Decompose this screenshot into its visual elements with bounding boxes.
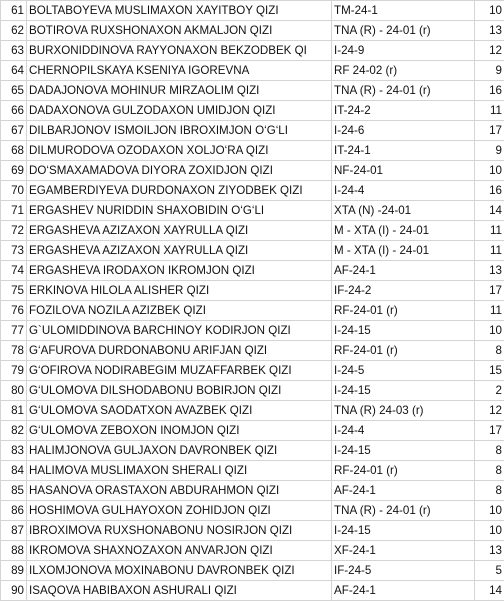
- score-cell[interactable]: 16: [475, 81, 504, 101]
- student-name-cell[interactable]: BOLTABOYEVA MUSLIMAXON XAYITBOY QIZI: [27, 1, 332, 21]
- row-number-cell[interactable]: 65: [1, 81, 27, 101]
- table-row: [1, 561, 504, 581]
- student-name-cell[interactable]: ILXOMJONOVA MOXINABONU DAVRONBEK QIZI: [27, 561, 332, 581]
- table-row: [1, 1, 504, 21]
- score-cell[interactable]: 10: [475, 521, 504, 541]
- score-cell[interactable]: 13: [475, 261, 504, 281]
- group-cell[interactable]: AF-24-1: [332, 581, 475, 601]
- row-number-cell[interactable]: 73: [1, 241, 27, 261]
- group-cell[interactable]: IF-24-5: [332, 561, 475, 581]
- row-number-cell[interactable]: 74: [1, 261, 27, 281]
- table-row: [1, 381, 504, 401]
- score-cell[interactable]: 17: [475, 121, 504, 141]
- group-cell[interactable]: I-24-4: [332, 421, 475, 441]
- score-cell[interactable]: 11: [475, 221, 504, 241]
- row-number-cell[interactable]: 84: [1, 461, 27, 481]
- score-cell[interactable]: 13: [475, 21, 504, 41]
- group-cell[interactable]: AF-24-1: [332, 481, 475, 501]
- row-number-cell[interactable]: 81: [1, 401, 27, 421]
- row-number-cell[interactable]: 68: [1, 141, 27, 161]
- table-row: [1, 201, 504, 221]
- student-name-cell[interactable]: DILMURODOVA OZODAXON XOLJO‘RA QIZI: [27, 141, 332, 161]
- table-row: [1, 501, 504, 521]
- table-row: [1, 141, 504, 161]
- group-cell[interactable]: TM-24-1: [332, 1, 475, 21]
- group-cell[interactable]: AF-24-1: [332, 261, 475, 281]
- row-number-cell[interactable]: 71: [1, 201, 27, 221]
- row-number-cell[interactable]: 64: [1, 61, 27, 81]
- table-row: [1, 61, 504, 81]
- score-cell[interactable]: 5: [475, 561, 504, 581]
- student-name-cell[interactable]: BOTIROVA RUXSHONAXON AKMALJON QIZI: [27, 21, 332, 41]
- group-cell[interactable]: XF-24-1: [332, 541, 475, 561]
- table-row: [1, 121, 504, 141]
- score-cell[interactable]: 8: [475, 441, 504, 461]
- student-name-cell[interactable]: DADAJONOVA MOHINUR MIRZAOLIM QIZI: [27, 81, 332, 101]
- student-name-cell[interactable]: ERGASHEVA AZIZAXON XAYRULLA QIZI: [27, 221, 332, 241]
- group-cell[interactable]: RF-24-01 (r): [332, 461, 475, 481]
- row-number-cell[interactable]: 85: [1, 481, 27, 501]
- score-cell[interactable]: 13: [475, 541, 504, 561]
- student-name-cell[interactable]: G‘ULOMOVA DILSHODABONU BOBIRJON QIZI: [27, 381, 332, 401]
- student-name-cell[interactable]: ISAQOVA HABIBAXON ASHURALI QIZI: [27, 581, 332, 601]
- student-name-cell[interactable]: HALIMJONOVA GULJAXON DAVRONBEK QIZI: [27, 441, 332, 461]
- table-row: [1, 81, 504, 101]
- group-cell[interactable]: I-24-15: [332, 521, 475, 541]
- group-cell[interactable]: IT-24-2: [332, 101, 475, 121]
- student-name-cell[interactable]: G‘ULOMOVA SAODATXON AVAZBEK QIZI: [27, 401, 332, 421]
- score-cell[interactable]: 14: [475, 581, 504, 601]
- table-row: [1, 521, 504, 541]
- group-cell[interactable]: RF-24-01 (r): [332, 301, 475, 321]
- score-cell[interactable]: 11: [475, 301, 504, 321]
- table-row: [1, 281, 504, 301]
- group-cell[interactable]: I-24-6: [332, 121, 475, 141]
- score-cell[interactable]: 9: [475, 141, 504, 161]
- group-cell[interactable]: I-24-15: [332, 441, 475, 461]
- student-name-cell[interactable]: ERGASHEVA IRODAXON IKROMJON QIZI: [27, 261, 332, 281]
- row-number-cell[interactable]: 76: [1, 301, 27, 321]
- score-cell[interactable]: 10: [475, 1, 504, 21]
- row-number-cell[interactable]: 79: [1, 361, 27, 381]
- score-cell[interactable]: 9: [475, 61, 504, 81]
- table-row: [1, 421, 504, 441]
- table-row: [1, 481, 504, 501]
- student-name-cell[interactable]: EGAMBERDIYEVA DURDONAXON ZIYODBEK QIZI: [27, 181, 332, 201]
- group-cell[interactable]: I-24-5: [332, 361, 475, 381]
- student-name-cell[interactable]: G‘OFIROVA NODIRABEGIM MUZAFFARBEK QIZI: [27, 361, 332, 381]
- score-cell[interactable]: 8: [475, 341, 504, 361]
- group-cell[interactable]: TNA (R) - 24-01 (r): [332, 21, 475, 41]
- table-row: [1, 181, 504, 201]
- group-cell[interactable]: I-24-9: [332, 41, 475, 61]
- score-cell[interactable]: 11: [475, 241, 504, 261]
- table-row: [1, 301, 504, 321]
- table-row: [1, 21, 504, 41]
- group-cell[interactable]: XTA (N) -24-01: [332, 201, 475, 221]
- score-cell[interactable]: 8: [475, 461, 504, 481]
- score-cell[interactable]: 10: [475, 321, 504, 341]
- row-number-cell[interactable]: 63: [1, 41, 27, 61]
- table-row: [1, 101, 504, 121]
- row-number-cell[interactable]: 77: [1, 321, 27, 341]
- table-row: [1, 241, 504, 261]
- row-number-cell[interactable]: 83: [1, 441, 27, 461]
- table-row: [1, 261, 504, 281]
- student-name-cell[interactable]: G`ULOMIDDINOVA BARCHINOY KODIRJON QIZI: [27, 321, 332, 341]
- row-number-cell[interactable]: 67: [1, 121, 27, 141]
- table-row: [1, 321, 504, 341]
- table-row: [1, 581, 504, 601]
- student-name-cell[interactable]: BURXONIDDINOVA RAYYONAXON BEKZODBEK QI: [27, 41, 332, 61]
- score-cell[interactable]: 2: [475, 381, 504, 401]
- row-number-cell[interactable]: 66: [1, 101, 27, 121]
- row-number-cell[interactable]: 88: [1, 541, 27, 561]
- group-cell[interactable]: TNA (R) 24-03 (r): [332, 401, 475, 421]
- student-name-cell[interactable]: HASANOVA ORASTAXON ABDURAHMON QIZI: [27, 481, 332, 501]
- group-cell[interactable]: M - XTA (I) - 24-01: [332, 241, 475, 261]
- student-name-cell[interactable]: FOZILOVA NOZILA AZIZBEK QIZI: [27, 301, 332, 321]
- row-number-cell[interactable]: 72: [1, 221, 27, 241]
- table-row: [1, 161, 504, 181]
- group-cell[interactable]: RF-24-01 (r): [332, 341, 475, 361]
- table-row: [1, 461, 504, 481]
- student-name-cell[interactable]: G‘AFUROVA DURDONABONU ARIFJAN QIZI: [27, 341, 332, 361]
- row-number-cell[interactable]: 82: [1, 421, 27, 441]
- score-cell[interactable]: 16: [475, 181, 504, 201]
- student-name-cell[interactable]: HALIMOVA MUSLIMAXON SHERALI QIZI: [27, 461, 332, 481]
- group-cell[interactable]: I-24-4: [332, 181, 475, 201]
- group-cell[interactable]: M - XTA (I) - 24-01: [332, 221, 475, 241]
- row-number-cell[interactable]: 75: [1, 281, 27, 301]
- student-name-cell[interactable]: IBROXIMOVA RUXSHONABONU NOSIRJON QIZI: [27, 521, 332, 541]
- student-name-cell[interactable]: DILBARJONOV ISMOILJON IBROXIMJON O‘G‘LI: [27, 121, 332, 141]
- score-cell[interactable]: 10: [475, 501, 504, 521]
- student-name-cell[interactable]: IKROMOVA SHAXNOZAXON ANVARJON QIZI: [27, 541, 332, 561]
- row-number-cell[interactable]: 80: [1, 381, 27, 401]
- group-cell[interactable]: IT-24-1: [332, 141, 475, 161]
- row-number-cell[interactable]: 90: [1, 581, 27, 601]
- row-number-cell[interactable]: 61: [1, 1, 27, 21]
- table-row: [1, 41, 504, 61]
- table-row: [1, 541, 504, 561]
- row-number-cell[interactable]: 62: [1, 21, 27, 41]
- score-cell[interactable]: 10: [475, 161, 504, 181]
- table-body: [1, 1, 504, 601]
- row-number-cell[interactable]: 69: [1, 161, 27, 181]
- student-name-cell[interactable]: HOSHIMOVA GULHAYOXON ZOHIDJON QIZI: [27, 501, 332, 521]
- score-cell[interactable]: 15: [475, 361, 504, 381]
- student-name-cell[interactable]: G‘ULOMOVA ZEBOXON INOMJON QIZI: [27, 421, 332, 441]
- student-name-cell[interactable]: ERGASHEVA AZIZAXON XAYRULLA QIZI: [27, 241, 332, 261]
- score-cell[interactable]: 14: [475, 201, 504, 221]
- table-row: [1, 341, 504, 361]
- table-row: [1, 361, 504, 381]
- group-cell[interactable]: RF 24-02 (r): [332, 61, 475, 81]
- table-row: [1, 401, 504, 421]
- score-cell[interactable]: 12: [475, 401, 504, 421]
- score-cell[interactable]: 17: [475, 421, 504, 441]
- student-name-cell[interactable]: DO‘SMAXAMADOVA DIYORA ZOXIDJON QIZI: [27, 161, 332, 181]
- group-cell[interactable]: IF-24-2: [332, 281, 475, 301]
- row-number-cell[interactable]: 87: [1, 521, 27, 541]
- score-cell[interactable]: 8: [475, 481, 504, 501]
- student-name-cell[interactable]: CHERNOPILSKAYA KSENIYA IGOREVNA: [27, 61, 332, 81]
- student-name-cell[interactable]: DADAXONOVA GULZODAXON UMIDJON QIZI: [27, 101, 332, 121]
- group-cell[interactable]: NF-24-01: [332, 161, 475, 181]
- score-cell[interactable]: 11: [475, 101, 504, 121]
- score-cell[interactable]: 12: [475, 41, 504, 61]
- row-number-cell[interactable]: 78: [1, 341, 27, 361]
- group-cell[interactable]: I-24-15: [332, 321, 475, 341]
- row-number-cell[interactable]: 70: [1, 181, 27, 201]
- student-name-cell[interactable]: ERKINOVA HILOLA ALISHER QIZI: [27, 281, 332, 301]
- row-number-cell[interactable]: 89: [1, 561, 27, 581]
- table-row: [1, 441, 504, 461]
- row-number-cell[interactable]: 86: [1, 501, 27, 521]
- group-cell[interactable]: TNA (R) - 24-01 (r): [332, 81, 475, 101]
- group-cell[interactable]: TNA (R) - 24-01 (r): [332, 501, 475, 521]
- student-name-cell[interactable]: ERGASHEV NURIDDIN SHAXOBIDIN O‘G‘LI: [27, 201, 332, 221]
- group-cell[interactable]: I-24-15: [332, 381, 475, 401]
- score-cell[interactable]: 17: [475, 281, 504, 301]
- table-row: [1, 221, 504, 241]
